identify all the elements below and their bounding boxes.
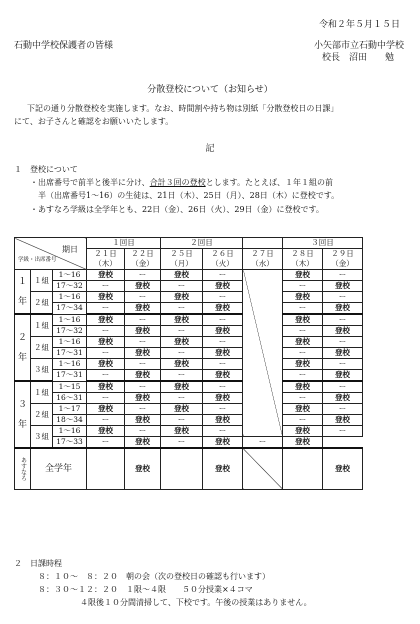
attend-mark: 登校	[283, 337, 323, 348]
day-header	[283, 249, 323, 270]
table-header-rounds	[15, 238, 363, 249]
day-weekday: （金）	[331, 259, 354, 268]
document-date: 令和２年５月１５日	[318, 20, 400, 30]
absent-mark: ー	[161, 326, 203, 337]
absent-mark: ー	[283, 281, 323, 292]
attend-mark: 登校	[87, 404, 125, 415]
attend-mark: 登校	[203, 326, 243, 337]
table-corner	[15, 238, 87, 270]
day-date: ２５日	[170, 249, 193, 258]
day-weekday: （火）	[211, 259, 234, 268]
day-date: ２９日	[331, 249, 354, 258]
corner-label-date: 期日	[62, 244, 78, 254]
table-row	[15, 281, 363, 292]
table-row	[15, 359, 363, 370]
day-date: ２７日	[251, 249, 274, 258]
absent-mark: ー	[203, 292, 243, 303]
seat-range: 1～17	[53, 404, 87, 415]
absent-mark: ー	[203, 426, 243, 437]
wednesday-blank	[243, 448, 283, 490]
grade-char: 年	[17, 296, 27, 307]
absent-mark: ー	[283, 415, 323, 426]
grade-char: １	[17, 276, 27, 287]
schedule-line-2: ８：３０～１２：２０ １限～４限 ５０分授業×４コマ	[38, 585, 253, 594]
seat-range: 17～31	[53, 370, 87, 382]
day-date: ２８日	[291, 249, 314, 258]
day-header	[243, 249, 283, 270]
absent-mark: ー	[87, 348, 125, 359]
seat-range: 16～31	[53, 393, 87, 404]
asunaro-label-text: あすなろ	[19, 457, 27, 481]
absent-mark: ー	[323, 337, 363, 348]
table-row	[15, 404, 363, 415]
attend-mark: 登校	[203, 281, 243, 292]
absent-mark: ー	[203, 337, 243, 348]
absent-mark: ー	[323, 404, 363, 415]
empty-cell	[87, 448, 125, 490]
attend-mark: 登校	[203, 448, 243, 490]
day-header	[203, 249, 243, 270]
class-label: ２組	[31, 292, 53, 315]
table-row	[15, 270, 363, 281]
absent-mark: ー	[323, 381, 363, 393]
absent-mark: ー	[125, 337, 161, 348]
attend-mark: 登校	[203, 303, 243, 315]
absent-mark: ー	[125, 314, 161, 326]
asunaro-label	[15, 448, 31, 490]
attend-mark: 登校	[125, 348, 161, 359]
absent-mark: ー	[203, 381, 243, 393]
section2-heading: ２ 日課時程	[14, 559, 62, 568]
seat-range: 1～16	[53, 292, 87, 303]
document-title: 分散登校について（お知らせ）	[147, 85, 273, 95]
seat-range: 17～32	[53, 326, 87, 337]
class-label: ２組	[31, 337, 53, 359]
intro-line-2: にて、お子さんと確認をお願いいたします。	[14, 117, 174, 126]
day-weekday: （木）	[291, 259, 314, 268]
table-row	[15, 326, 363, 337]
absent-mark: ー	[323, 270, 363, 281]
attend-mark: 登校	[125, 303, 161, 315]
absent-mark: ー	[161, 437, 203, 449]
bullet1-part-b: とします。たとえば、１年１組の前	[205, 178, 334, 187]
day-date: ２２日	[131, 249, 154, 258]
table-row	[15, 415, 363, 426]
table-row	[15, 292, 363, 303]
seat-range: 1～15	[53, 381, 87, 393]
attend-mark: 登校	[203, 348, 243, 359]
attend-mark: 登校	[323, 348, 363, 359]
attend-mark: 登校	[283, 270, 323, 281]
attend-mark: 登校	[203, 393, 243, 404]
section1-heading-text: １ 登校について	[14, 165, 78, 174]
attend-mark: 登校	[161, 404, 203, 415]
grade-char: 年	[17, 352, 27, 363]
attend-mark: 登校	[323, 303, 363, 315]
asunaro-all-grades: 全学年	[31, 448, 87, 490]
grade-label	[15, 381, 31, 448]
grade-label	[15, 314, 31, 381]
seat-range: 17～33	[53, 437, 87, 449]
grade-char: 年	[17, 419, 27, 430]
intro-line-1: 下記の通り分散登校を実施します。なお、時間割や持ち物は別紙「分散登校日の日課」	[27, 104, 339, 113]
attend-mark: 登校	[323, 370, 363, 382]
absent-mark: ー	[161, 393, 203, 404]
absent-mark: ー	[203, 359, 243, 370]
seat-range: 1～16	[53, 426, 87, 437]
attend-mark: 登校	[323, 415, 363, 426]
attend-mark: 登校	[125, 437, 161, 449]
absent-mark: ー	[323, 359, 363, 370]
attend-mark: 登校	[161, 314, 203, 326]
attend-mark: 登校	[203, 437, 243, 449]
grade-char: ２	[17, 332, 27, 343]
attend-mark: 登校	[125, 370, 161, 382]
schedule-table	[14, 237, 363, 490]
absent-mark: ー	[283, 326, 323, 337]
attend-mark: 登校	[87, 426, 125, 437]
absent-mark: ー	[87, 370, 125, 382]
corner-label-class: 学級・出席番号	[18, 256, 57, 263]
attend-mark: 登校	[283, 404, 323, 415]
day-weekday: （金）	[131, 259, 154, 268]
round-header-blank	[243, 238, 283, 249]
absent-mark: ー	[87, 393, 125, 404]
class-label: １組	[31, 381, 53, 404]
attend-mark: 登校	[283, 359, 323, 370]
absent-mark: ー	[161, 370, 203, 382]
table-row	[15, 314, 363, 326]
absent-mark: ー	[243, 437, 283, 449]
day-header	[161, 249, 203, 270]
absent-mark: ー	[125, 426, 161, 437]
attend-mark: 登校	[283, 437, 323, 449]
absent-mark: ー	[161, 281, 203, 292]
attend-mark: 登校	[323, 393, 363, 404]
wednesday-blank	[243, 270, 283, 437]
attend-mark: 登校	[323, 326, 363, 337]
grade-char: ３	[17, 399, 27, 410]
absent-mark: ー	[203, 270, 243, 281]
school-name: 小矢部市立石動中学校	[313, 41, 404, 51]
class-label: １組	[31, 270, 53, 292]
empty-cell	[283, 448, 323, 490]
day-date: ２１日	[94, 249, 117, 258]
seat-range: 17～31	[53, 348, 87, 359]
absent-mark: ー	[125, 270, 161, 281]
seat-range: 17～32	[53, 281, 87, 292]
attend-mark: 登校	[161, 337, 203, 348]
attend-mark: 登校	[161, 426, 203, 437]
attend-mark: 登校	[87, 270, 125, 281]
table-row	[15, 370, 363, 382]
absent-mark: ー	[283, 348, 323, 359]
bullet1-part-a: ・出席番号で前半と後半に分け、	[30, 178, 150, 187]
table-row	[15, 381, 363, 393]
absent-mark: ー	[323, 426, 363, 437]
absent-mark: ー	[161, 415, 203, 426]
attend-mark: 登校	[87, 292, 125, 303]
table-row	[15, 303, 363, 315]
class-label: ３組	[31, 426, 53, 449]
attend-mark: 登校	[283, 292, 323, 303]
section1-heading	[14, 165, 78, 175]
class-label: ２組	[31, 404, 53, 426]
day-header	[323, 249, 363, 270]
attend-mark: 登校	[203, 415, 243, 426]
table-row	[15, 337, 363, 348]
absent-mark: ー	[283, 303, 323, 315]
ki-heading: 記	[205, 144, 215, 154]
day-header	[125, 249, 161, 270]
absent-mark: ー	[161, 303, 203, 315]
day-weekday: （月）	[170, 259, 193, 268]
attend-mark: 登校	[161, 292, 203, 303]
attend-mark: 登校	[283, 381, 323, 393]
attend-mark: 登校	[323, 281, 363, 292]
empty-cell	[161, 448, 203, 490]
bullet1-line2: 半（出席番号1～16）の生徒は、21日（木）、25日（月）、28日（木）に登校です。	[38, 191, 340, 200]
table-row	[15, 348, 363, 359]
attend-mark: 登校	[203, 370, 243, 382]
seat-range: 1～16	[53, 359, 87, 370]
seat-range: 1～16	[53, 314, 87, 326]
bullet1-underlined: 合計３回の登校	[149, 178, 206, 187]
day-date: ２６日	[211, 249, 234, 258]
absent-mark: ー	[125, 292, 161, 303]
table-row	[15, 426, 363, 437]
absent-mark: ー	[87, 303, 125, 315]
absent-mark: ー	[87, 326, 125, 337]
attend-mark: 登校	[125, 393, 161, 404]
principal-name: 校長 沼田 勉	[321, 53, 394, 63]
day-header	[87, 249, 125, 270]
absent-mark: ー	[203, 314, 243, 326]
absent-mark: ー	[125, 381, 161, 393]
bullet1-line1	[30, 178, 333, 188]
recipient: 石動中学校保護者の皆様	[14, 41, 114, 51]
attend-mark: 登校	[161, 270, 203, 281]
absent-mark: ー	[87, 437, 125, 449]
table-row	[15, 437, 363, 449]
attend-mark: 登校	[87, 337, 125, 348]
attend-mark: 登校	[161, 381, 203, 393]
attend-mark: 登校	[161, 359, 203, 370]
day-weekday: （木）	[94, 259, 117, 268]
absent-mark: ー	[87, 281, 125, 292]
day-weekday: （水）	[251, 259, 274, 268]
absent-mark: ー	[323, 314, 363, 326]
attend-mark: 登校	[87, 359, 125, 370]
attend-mark: 登校	[283, 426, 323, 437]
absent-mark: ー	[87, 415, 125, 426]
schedule-line-3: ４限後１０分間清掃して、下校です。午後の授業はありません。	[80, 598, 312, 607]
seat-range: 1～16	[53, 270, 87, 281]
table-row	[15, 393, 363, 404]
grade-label	[15, 270, 31, 315]
schedule-line-1: ８：１０～ ８：２０ 朝の会（次の登校日の確認も行います）	[38, 572, 270, 581]
seat-range: 1～16	[53, 337, 87, 348]
absent-mark: ー	[125, 359, 161, 370]
attend-mark: 登校	[87, 381, 125, 393]
absent-mark: ー	[203, 404, 243, 415]
absent-mark: ー	[323, 292, 363, 303]
absent-mark: ー	[125, 404, 161, 415]
attend-mark: 登校	[125, 281, 161, 292]
absent-mark: ー	[283, 370, 323, 382]
class-label: １組	[31, 314, 53, 337]
absent-mark: ー	[161, 348, 203, 359]
absent-mark: ー	[283, 393, 323, 404]
attend-mark: 登校	[323, 448, 363, 490]
attend-mark: 登校	[125, 415, 161, 426]
seat-range: 17～34	[53, 303, 87, 315]
class-label: ３組	[31, 359, 53, 382]
round-header-3: ３回目	[283, 238, 363, 249]
attend-mark: 登校	[283, 314, 323, 326]
round-header-1: １回目	[87, 238, 161, 249]
bullet2: ・あすなろ学級は全学年とも、22日（金）、26日（火）、29日（金）に登校です。	[30, 205, 324, 214]
seat-range: 18～34	[53, 415, 87, 426]
attend-mark: 登校	[87, 314, 125, 326]
attend-mark: 登校	[125, 448, 161, 490]
round-header-2: ２回目	[161, 238, 243, 249]
attend-mark: 登校	[125, 326, 161, 337]
asunaro-row	[15, 448, 363, 490]
